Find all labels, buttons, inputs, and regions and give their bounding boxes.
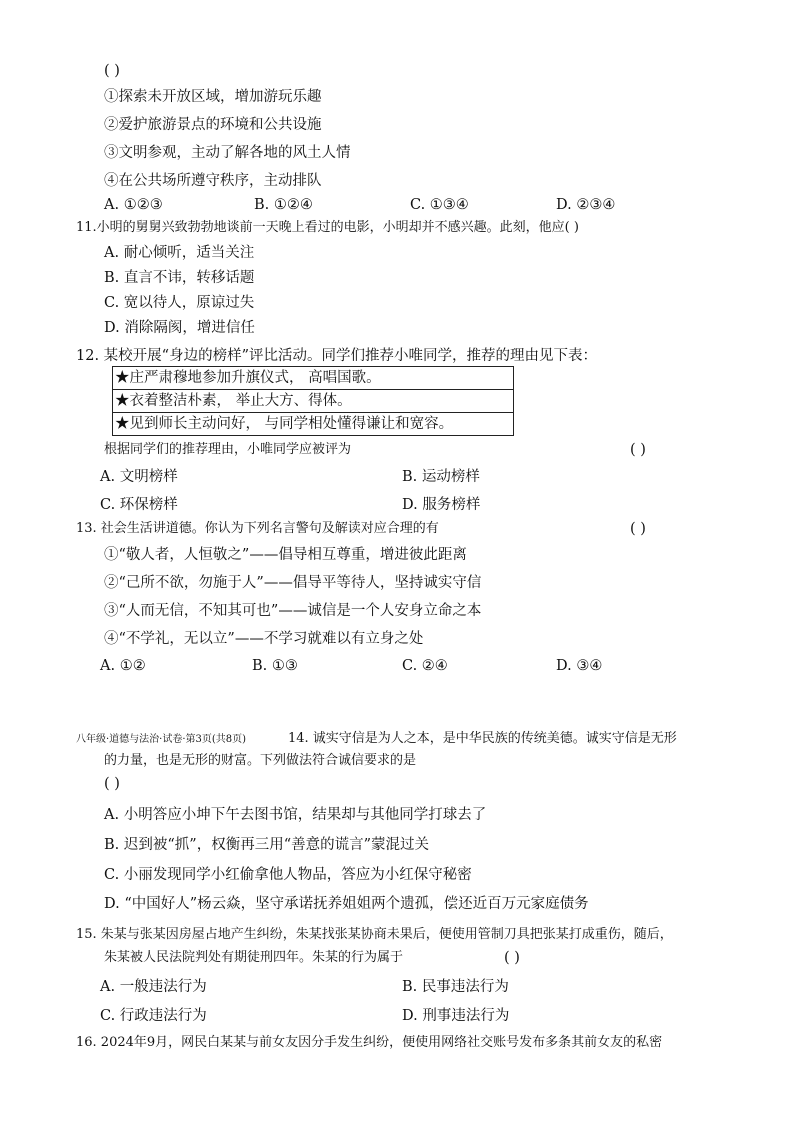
q11-option-d: D. 消除隔阂，增进信任 — [104, 320, 255, 336]
q12-question: 根据同学们的推荐理由，小唯同学应被评为 — [104, 442, 352, 457]
q10-option-a: A. ①②③ — [104, 197, 163, 213]
q14-option-d: D. “中国好人”杨云焱，坚守承诺抚养姐姐两个遗孤，偿还近百万元家庭债务 — [104, 896, 589, 912]
q12-reason-table — [112, 366, 514, 436]
q13-item-2: ②“己所不欲，勿施于人”——倡导平等待人，坚持诚实守信 — [104, 575, 482, 591]
q13-option-b: B. ①③ — [252, 658, 298, 674]
q10-option-b: B. ①②④ — [254, 197, 313, 213]
q13-option-c: C. ②④ — [402, 658, 448, 674]
q14-answer-paren: ( ) — [104, 776, 120, 792]
q11-stem: 11.小明的舅舅兴致勃勃地谈前一天晚上看过的电影，小明却并不感兴趣。此刻，他应( ) — [76, 220, 579, 235]
q10-option-d: D. ②③④ — [556, 197, 616, 213]
q13-option-d: D. ③④ — [556, 658, 603, 674]
q14-stem-line-2: 的力量，也是无形的财富。下列做法符合诚信要求的是 — [104, 753, 417, 768]
q12-table-row-2: ★衣着整洁朴素， 举止大方、得体。 — [113, 390, 514, 413]
q11-option-b: B. 直言不讳，转移话题 — [104, 270, 255, 286]
q13-item-4: ④“不学礼，无以立”——不学习就难以有立身之处 — [104, 631, 424, 647]
q12-stem: 12. 某校开展“身边的榜样”评比活动。同学们推荐小唯同学，推荐的理由见下表： — [76, 348, 597, 364]
q10-item-3: ③文明参观，主动了解各地的风土人情 — [104, 145, 351, 161]
q12-table-row-1: ★庄严肃穆地参加升旗仪式， 高唱国歌。 — [113, 367, 514, 390]
q15-stem-line-2: 朱某被人民法院判处有期徒刑四年。朱某的行为属于 — [104, 950, 404, 965]
q12-option-c: C. 环保榜样 — [100, 497, 178, 513]
q14-option-b: B. 迟到被“抓”，权衡再三用“善意的谎言”蒙混过关 — [104, 837, 430, 853]
q10-item-1: ①探索未开放区域，增加游玩乐趣 — [104, 89, 322, 105]
q12-option-b: B. 运动榜样 — [402, 469, 480, 485]
q13-item-3: ③“人而无信，不知其可也”——诚信是一个人安身立命之本 — [104, 603, 482, 619]
q15-option-d: D. 刑事违法行为 — [402, 1008, 510, 1024]
q16-stem-line-1: 16. 2024年9月，网民白某某与前女友因分手发生纠纷，便使用网络社交账号发布多条其前女友的私密 — [76, 1035, 663, 1050]
q10-answer-paren: ( ) — [104, 63, 120, 79]
q14-option-a: A. 小明答应小坤下午去图书馆，结果却与其他同学打球去了 — [104, 807, 487, 823]
q11-option-c: C. 宽以待人，原谅过失 — [104, 295, 255, 311]
q15-option-a: A. 一般违法行为 — [100, 979, 207, 995]
q12-option-d: D. 服务榜样 — [402, 497, 481, 513]
q12-table-row-3: ★见到师长主动问好， 与同学相处懂得谦让和宽容。 — [113, 413, 514, 436]
q13-answer-paren: ( ) — [630, 521, 646, 537]
q13-stem: 13. 社会生活讲道德。你认为下列名言警句及解读对应合理的有 — [76, 521, 439, 536]
page-footer: 八年级·道德与法治·试卷·第3页(共8页) — [76, 734, 247, 745]
q12-answer-paren: ( ) — [630, 442, 646, 458]
q10-item-4: ④在公共场所遵守秩序，主动排队 — [104, 173, 322, 189]
q10-item-2: ②爱护旅游景点的环境和公共设施 — [104, 117, 322, 133]
q15-answer-paren: ( ) — [504, 950, 520, 966]
q15-stem-line-1: 15. 朱某与张某因房屋占地产生纠纷，朱某找张某协商未果后，便使用管制刀具把张某打成重伤，随后， — [76, 927, 673, 942]
q11-option-a: A. 耐心倾听，适当关注 — [104, 245, 255, 261]
q15-option-b: B. 民事违法行为 — [402, 979, 509, 995]
q10-option-c: C. ①③④ — [410, 197, 469, 213]
q14-option-c: C. 小丽发现同学小红偷拿他人物品，答应为小红保守秘密 — [104, 867, 472, 883]
q13-item-1: ①“敬人者，人恒敬之”——倡导相互尊重，增进彼此距离 — [104, 547, 467, 563]
q13-option-a: A. ①② — [100, 658, 146, 674]
q12-option-a: A. 文明榜样 — [100, 469, 178, 485]
q15-option-c: C. 行政违法行为 — [100, 1008, 207, 1024]
q14-stem-line-1: 14. 诚实守信是为人之本，是中华民族的传统美德。诚实守信是无形 — [288, 731, 677, 746]
